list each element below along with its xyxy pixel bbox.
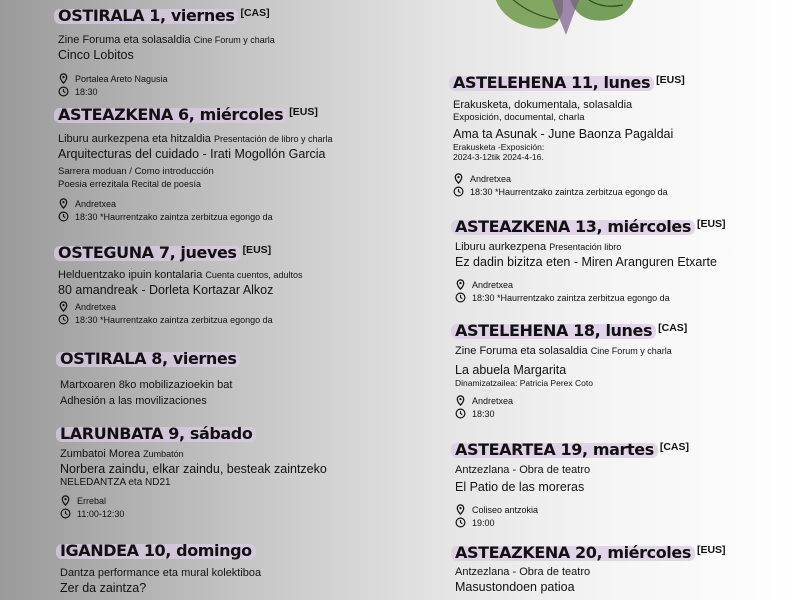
event-time: 11:00-12:30 [77,508,125,519]
event-card [60,349,236,408]
event-day: OSTIRALA 8, viernes [60,349,237,368]
event-day: ASTELEHENA 18, lunes [455,321,653,340]
event-type: Erakusketa, dokumentala, solasaldia [453,99,633,111]
event-card [455,217,726,304]
event-card [60,541,261,596]
event-card [58,105,333,223]
location-pin-icon [453,173,464,184]
event-title: La abuela Margarita [455,363,567,377]
language-tag: [EUS] [696,218,726,230]
event-title: Cinco Lobitos [58,48,134,62]
location-pin-icon [455,395,466,406]
event-card [455,543,726,595]
event-time: 18:30 *Haurrentzako zaintza zerbitzua egongo da [75,211,273,222]
event-day: ASTEARTEA 19, martes [455,440,654,459]
event-day: OSTIRALA 1, viernes [58,6,235,25]
event-place: Andretxea [470,173,512,184]
location-pin-icon [58,198,69,209]
language-tag: [CAS] [658,322,688,334]
language-tag: [CAS] [240,7,270,19]
clock-icon [58,86,69,97]
event-type-es: Cine Forum y charla [193,35,275,45]
event-type-es: Presentación libro [549,242,622,252]
location-pin-icon [455,504,466,515]
location-pin-icon [58,301,69,312]
event-type: Zumbatoi Morea [60,448,141,460]
event-time: 19:00 [472,517,495,528]
event-day: ASTEAZKENA 20, miércoles [455,543,691,562]
event-card [58,6,275,98]
event-day: OSTEGUNA 7, jueves [58,243,237,262]
event-title: Norbera zaindu, elkar zaindu, besteak zaintzeko [60,462,327,476]
language-tag: [EUS] [696,544,726,556]
language-tag: [EUS] [656,74,685,86]
event-card [453,73,685,198]
event-type: Antzezlana - Obra de teatro [455,464,591,476]
language-tag: [EUS] [289,106,318,118]
event-note: Sarrera moduan / Como introducción [58,166,214,177]
event-place: Portalea Areto Nagusia [75,73,168,84]
clock-icon [58,314,69,325]
event-card [58,243,302,326]
event-title: Masustondoen patioa [455,580,575,594]
location-pin-icon [58,73,69,84]
event-card [455,440,689,529]
event-title: Ez dadin bizitza eten - Miren Aranguren Etxarte [455,255,717,269]
event-place: Errebal [77,495,107,506]
event-note: Poesia errezitala [58,179,129,190]
event-card [60,424,327,520]
event-type-es: Zumbatón [143,449,184,459]
event-organizer: NELEDANTZA eta ND21 [60,477,171,488]
event-description: Dantza performance eta mural kolektiboa [60,567,262,579]
event-place: Coliseo antzokia [472,504,539,515]
leaf-illustration [488,0,638,35]
event-title: Arquitecturas del cuidado - Irati Mogollón Garcia [58,147,326,161]
event-type: Liburu aurkezpena eta hitzaldia [58,133,211,145]
event-title: 80 amandreak - Dorleta Kortazar Alkoz [58,283,274,297]
event-place: Andretxea [75,301,117,312]
event-type: Zine Foruma eta solasaldia [455,345,588,357]
location-pin-icon [60,495,71,506]
clock-icon [453,186,464,197]
event-card [455,321,687,420]
clock-icon [455,292,466,303]
clock-icon [58,211,69,222]
event-time: 18:30 *Haurrentzako zaintza zerbitzua egongo da [470,186,668,197]
event-time: 18:30 *Haurrentzako zaintza zerbitzua egongo da [472,292,670,303]
event-place: Andretxea [472,395,514,406]
event-title: Ama ta Asunak - June Baonza Pagaldai [453,127,674,141]
event-type: Antzezlana - Obra de teatro [455,566,591,578]
language-tag: [CAS] [659,441,690,453]
event-time: 18:30 [75,86,98,97]
event-day: LARUNBATA 9, sábado [60,424,253,443]
event-note: Erakusketa -Exposición: [453,142,545,152]
event-description-es: Adhesión a las movilizaciones [60,395,207,407]
language-tag: [EUS] [242,244,272,256]
event-day: ASTELEHENA 11, lunes [453,73,651,92]
event-title: Zer da zaintza? [60,581,147,595]
clock-icon [455,408,466,419]
event-type-es: Cine Forum y charla [590,346,672,356]
event-time: 18:30 [472,408,495,419]
event-type: Zine Foruma eta solasaldia [58,34,191,46]
event-day: IGANDEA 10, domingo [60,541,252,560]
event-day: ASTEAZKENA 6, miércoles [58,105,284,124]
event-day: ASTEAZKENA 13, miércoles [455,217,691,236]
event-time: 18:30 *Haurrentzako zaintza zerbitzua egongo da [75,314,273,325]
clock-icon [60,508,71,519]
event-place: Andretxea [75,198,117,209]
event-description: Martxoaren 8ko mobilizazioekin bat [60,379,233,391]
clock-icon [455,517,466,528]
event-type-es: Exposición, documental, charla [453,112,585,123]
event-type: Liburu aurkezpena [455,241,547,253]
event-facilitator: Dinamizatzailea: Patricia Perex Coto [455,378,593,388]
event-type-es: Presentación de libro y charla [213,134,333,144]
event-title: El Patio de las moreras [455,480,585,494]
event-place: Andretxea [472,279,514,290]
location-pin-icon [455,279,466,290]
event-note-es: Recital de poesía [131,179,201,189]
event-type-es: Cuenta cuentos, adultos [205,270,303,280]
event-type: Helduentzako ipuin kontalaria [58,269,203,281]
event-dates: 2024-3-12tik 2024-4-16. [453,152,544,162]
